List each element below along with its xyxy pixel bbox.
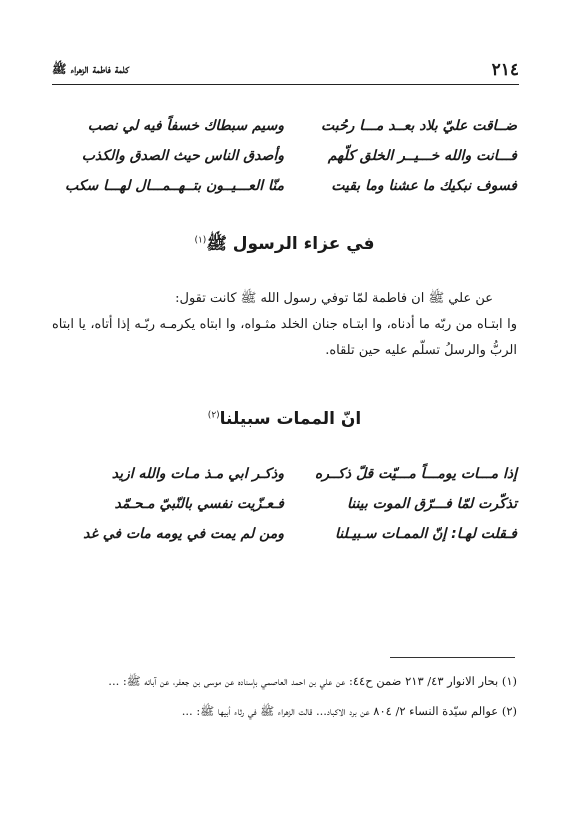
section-heading-mourning <box>0 233 569 258</box>
hemistich-second: وذكـر ابي مـذ مـات والله ازيد <box>111 466 284 482</box>
hemistich-second: منّا العـــيــون بتــهــمـــال لهـــا سكب <box>65 178 284 194</box>
footnote-marker: (١) <box>194 235 207 246</box>
footnote-rule <box>390 657 515 658</box>
hemistich-first: فـــانت والله خـــيــر الخلق كلّهم <box>327 148 517 164</box>
footnote-marker: (٢) <box>207 410 220 421</box>
section-title: في عزاء الرسول ﷺ <box>206 234 375 254</box>
header-rule <box>52 84 519 85</box>
poem-line <box>52 526 517 556</box>
hemistich-first: إذا مـــات يومـــاً مـــيّت قلّ ذكــره <box>314 466 517 482</box>
section-title: انّ الممات سبيلنا <box>219 409 362 429</box>
section-heading-death <box>0 409 569 429</box>
footnote-1: (١) بحار الانوار ٤٣/ ٢١٣ ضمن ح٤٤: عن علي بن احمد العاصمي بإسناده عن موسى بن جعفر، عن آبائه ﷺ: ... <box>108 674 517 688</box>
running-title: كلمة فاطمة الزهراء ﷺ <box>52 62 129 76</box>
hemistich-first: فـقلت لهـا: إنّ الممـات سـبيـلنا <box>334 526 517 542</box>
hemistich-second: فـعـزّيت نفسي بالنّبيّ مـحـمّد <box>114 496 284 512</box>
poem-line <box>52 466 517 496</box>
hemistich-second: وأصدق الناس حيث الصدق والكذب <box>81 148 284 164</box>
poem-line <box>52 496 517 526</box>
poem-line <box>52 178 517 208</box>
hemistich-first: تذكّرت لمّا فـــرّق الموت بيننا <box>346 496 517 512</box>
page-number: ٢١٤ <box>491 60 519 80</box>
footnote-2: (٢) عوالم سيّدة النساء ٢/ ٨٠٤ عن برد الاكباد... قالت الزهراء ﷺ في رثاء أبيها ﷺ: ... <box>181 704 517 718</box>
poem-second <box>52 466 517 556</box>
page-header <box>52 60 519 82</box>
hemistich-first: فسوف نبكيك ما عشنا وما بقيت <box>331 178 517 194</box>
footnotes <box>52 670 517 730</box>
poem-line <box>52 148 517 178</box>
prose-block <box>52 286 517 364</box>
prose-intro: عن علي ﷺ ان فاطمة لمّا توفي رسول الله ﷺ كانت تقول: <box>175 291 493 306</box>
poem-first <box>52 118 517 208</box>
hemistich-second: وسيم سبطاك خسفاً فيه لي نصب <box>87 118 284 134</box>
poem-line <box>52 118 517 148</box>
hemistich-first: ضــاقت عليّ بلاد بعــد مـــا رحُبت <box>321 118 517 134</box>
hemistich-second: ومن لم يمت في يومه مات في غد <box>83 526 284 542</box>
prose-body: وا ابتـاه من ربّه ما أدناه، وا ابتـاه جنان الخلد مثـواه، وا ابتاه يكرمـه ربّـه إذا أتاه، يا ابتاه الربُّ والرسلُ تسلّم عليه حين تلقاه. <box>52 317 517 358</box>
